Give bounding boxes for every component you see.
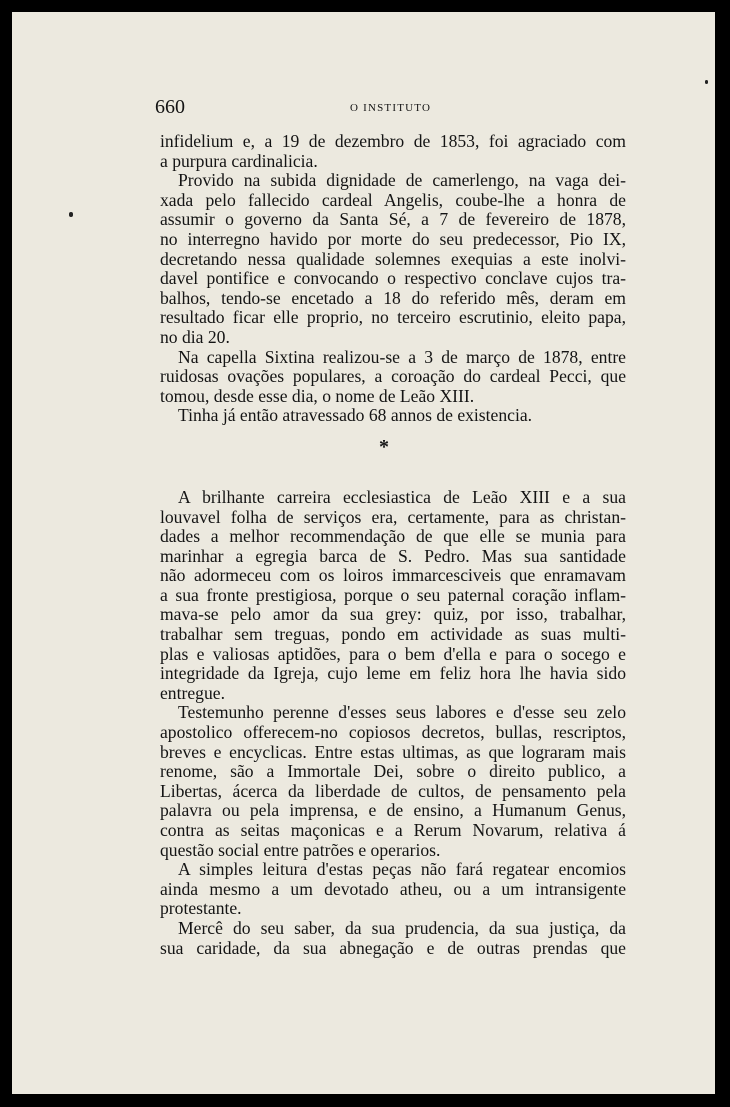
text-line: Testemunho perenne d'esses seus labores e d'esse seu zelo [178,702,626,723]
text-line: resultado ficar elle proprio, no terceiro escrutinio, eleito papa, [160,307,626,328]
text-line: xada pelo fallecido cardeal Angelis, coube-lhe a honra de [160,189,626,210]
text-line: davel pontifice e convocando o respectivo conclave cujos tra- [160,268,626,289]
text-line: balhos, tendo-se encetado a 18 do referido mês, deram em [160,287,626,308]
text-line: ainda mesmo a um devotado atheu, ou a um intransigente [160,878,626,899]
text-line: não adormeceu com os loiros immarcesciveis que enramavam [160,565,626,586]
text-line: apostolico offerecem-no copiosos decretos, bullas, rescriptos, [160,722,626,743]
text-line: tomou, desde esse dia, o nome de Leão XIII. [160,385,475,406]
text-line: Mercê do seu saber, da sua prudencia, da sua justiça, da [178,917,626,938]
margin-speck [69,212,73,217]
scanned-page [12,12,715,1094]
text-line: palavra ou pela imprensa, e de ensino, a Humanum Genus, [160,800,626,821]
text-line: A brilhante carreira ecclesiastica de Leão XIII e a sua [178,486,626,507]
body-text [160,132,626,958]
text-line: a purpura cardinalicia. [160,150,318,171]
text-line: sua caridade, da sua abnegação e de outras prendas que [160,937,626,958]
text-line: a sua fronte prestigiosa, porque o seu paternal coração inflam- [160,584,626,605]
page-header [155,96,625,120]
text-line: assumir o governo da Santa Sé, a 7 de fevereiro de 1878, [160,209,626,230]
text-line: questão social entre patrões e operarios. [160,839,441,860]
section-break [160,426,626,478]
text-line: plas e valiosas aptidões, para o bem d'ella e para o socego e [160,643,626,664]
text-line: no interregno havido por morte do seu predecessor, Pio IX, [160,228,626,249]
text-line: marinhar a egregia barca de S. Pedro. Mas sua santidade [160,545,626,566]
text-line: A simples leitura d'estas peças não fará regatear encomios [178,859,626,880]
text-line: mava-se pelo amor da sua grey: quiz, por isso, trabalhar, [160,604,626,625]
page-number: 660 [155,96,185,118]
text-line: protestante. [160,898,242,919]
section-break-asterisk: * [379,435,389,458]
book-page [12,12,715,1094]
text-line: Provido na subida dignidade de camerlengo, na vaga dei- [178,170,626,191]
running-title: O INSTITUTO [350,102,432,114]
text-line: trabalhar sem treguas, pondo em actividade as suas multi- [160,624,626,645]
text-line: Na capella Sixtina realizou-se a 3 de março de 1878, entre [178,346,626,367]
text-line: infidelium e, a 19 de dezembro de 1853, foi agraciado com [160,131,626,151]
text-line: renome, são a Immortale Dei, sobre o direito publico, a [160,761,626,782]
text-line: dades a melhor recommendação de que elle se munia para [160,526,626,547]
text-line: no dia 20. [160,326,230,347]
text-line: louvavel folha de serviços era, certamente, para as christan- [160,506,626,527]
text-line: contra as seitas maçonicas e a Rerum Novarum, relativa á [160,820,626,840]
text-line: decretando nessa qualidade solemnes exequias a este inolvi- [160,248,626,269]
text-line: integridade da Igreja, cujo leme em feliz hora lhe havia sido [160,663,626,684]
text-line: ruidosas ovações populares, a coroação do cardeal Pecci, que [160,366,626,387]
text-line: Libertas, ácerca da liberdade de cultos, de pensamento pela [160,780,626,801]
margin-speck [705,80,708,84]
text-line: breves e encyclicas. Entre estas ultimas, as que lograram mais [160,741,626,762]
text-line: entregue. [160,682,225,703]
text-line: Tinha já então atravessado 68 annos de existencia. [178,405,533,426]
